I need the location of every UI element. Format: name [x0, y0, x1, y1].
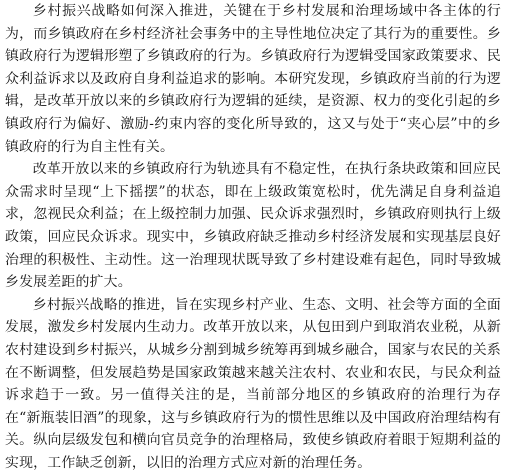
paragraph-1: 乡村振兴战略如何深入推进，关键在于乡村发展和治理场域中各主体的行为，而乡镇政府在乡村经济社会事务中的主导性地位决定了其行为的重要性。乡镇政府行为逻辑形塑了乡镇政府的行为。乡镇政府行为逻辑受国家政策要求、民众利益诉求以及政府自身利益追求的影响。本研究发现，乡镇政府当前的行为逻辑，是改革开放以来的乡镇政府行为逻辑的延续，是资源、权力的变化引起的乡镇政府行为偏好、激励-约束内容的变化所导致的，这又与处于“夹心层”中的乡镇政府的行为自主性有关。 — [5, 3, 501, 155]
paragraph-2: 改革开放以来的乡镇政府行为轨迹具有不稳定性，在执行条块政策和回应民众需求时呈现“上下摇摆”的状态，即在上级政策宽松时，优先满足自身利益追求，忽视民众利益；在上级控制力加强、民众诉求强烈时，乡镇政府则执行上级政策，回应民众诉求。现实中，乡镇政府缺乏推动乡村经济发展和实现基层良好治理的积极性、主动性。这一治理现状既导致了乡村建设难有起色，同时导致城乡发展差距的扩大。 — [5, 161, 501, 291]
paragraph-3: 乡村振兴战略的推进，旨在实现乡村产业、生态、文明、社会等方面的全面发展，激发乡村发展内生动力。改革开放以来，从包田到户到取消农业税，从新农村建设到乡村振兴，从城乡分割到城乡统筹再到城乡融合，国家与农民的关系在不断调整，但发展趋势是国家政策越来越关注农村、农业和农民，与民众利益诉求趋于一致。另一值得关注的是，当前部分地区的乡镇政府的治理行为存在“新瓶装旧酒”的现象，这与乡镇政府行为的惯性思维以及中国政府治理结构有关。纵向层级发包和横向官员竞争的治理格局，致使乡镇政府着眼于短期利益的实现，工作缺乏创新，以旧的治理方式应对新的治理任务。 — [5, 296, 501, 471]
